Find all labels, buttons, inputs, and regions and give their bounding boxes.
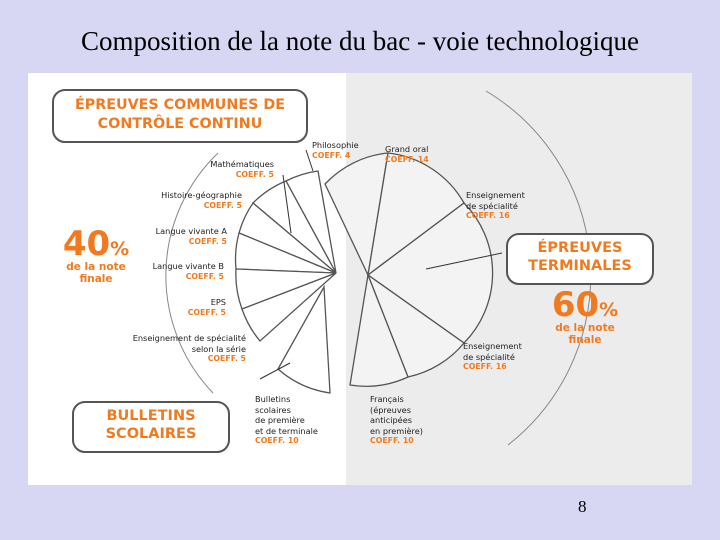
label-name: Français <box>370 394 404 404</box>
epreuves-communes-title: ÉPREUVES COMMUNES DE CONTRÔLE CONTINU <box>74 97 286 132</box>
label-name: EPS <box>210 297 226 307</box>
label-grand-oral <box>385 144 429 165</box>
label-enseignement-specialite-serie <box>108 333 246 365</box>
label-name: Langue vivante B <box>152 261 224 271</box>
continuous-half <box>236 171 336 393</box>
diagram-figure <box>28 73 692 485</box>
label-name: Histoire-géographie <box>161 190 242 200</box>
label-name: de spécialité <box>463 351 515 362</box>
label-coef: COEFF. 5 <box>188 236 227 246</box>
label-name: de spécialité <box>466 200 518 211</box>
label-enseignement-specialite-2 <box>463 341 522 373</box>
page-number: 8 <box>578 497 587 516</box>
label-coef: COEFF. 14 <box>385 154 429 164</box>
label-coef: COEFF. 4 <box>312 150 351 160</box>
label-name: Langue vivante A <box>155 226 227 236</box>
bulletins-scolaires-box <box>72 401 230 453</box>
label-name: et de terminale <box>255 425 318 436</box>
left-percent-caption-2: finale <box>79 273 113 285</box>
label-mathematiques <box>178 159 274 180</box>
label-coef: COEFF. 5 <box>203 200 242 210</box>
left-percent-value: 40 <box>62 224 111 264</box>
right-percent-caption-2: finale <box>568 334 602 346</box>
label-langue-vivante-b <box>128 261 224 282</box>
label-enseignement-specialite-1 <box>466 190 525 222</box>
label-francais <box>370 394 423 447</box>
label-name: Mathématiques <box>210 159 274 169</box>
label-name: de première <box>255 415 305 425</box>
label-name: Bulletins <box>255 394 291 404</box>
label-coef: COEFF. 16 <box>466 211 510 220</box>
label-name: Enseignement <box>463 341 522 351</box>
label-name: Philosophie <box>312 140 359 150</box>
right-percent-symbol: % <box>599 299 619 321</box>
label-coef: COEFF. 10 <box>255 436 299 445</box>
left-percent <box>54 224 138 285</box>
label-name: Enseignement de spécialité <box>132 333 246 343</box>
epreuves-terminales-title-2: TERMINALES <box>528 258 632 274</box>
label-coef: COEFF. 5 <box>235 169 274 179</box>
label-name: Enseignement <box>466 190 525 200</box>
label-coef: COEFF. 10 <box>370 436 414 445</box>
label-name: (épreuves <box>370 404 411 415</box>
label-coef: COEFF. 5 <box>187 307 226 317</box>
label-name: Grand oral <box>385 144 429 154</box>
epreuves-terminales-title-1: ÉPREUVES <box>537 240 623 256</box>
label-name: en première) <box>370 425 423 436</box>
label-bulletins <box>255 394 318 447</box>
label-coef: COEFF. 5 <box>185 271 224 281</box>
label-name: selon la série <box>191 343 246 354</box>
label-name: anticipées <box>370 415 413 425</box>
label-coef: COEFF. 5 <box>207 354 246 363</box>
epreuves-terminales-box <box>506 233 654 285</box>
label-histoire-geographie <box>128 190 242 211</box>
left-percent-symbol: % <box>110 238 130 260</box>
right-percent-caption-1: de la note <box>555 322 615 334</box>
label-langue-vivante-a <box>128 226 227 247</box>
right-percent-value: 60 <box>551 285 600 325</box>
label-coef: COEFF. 16 <box>463 362 507 371</box>
label-philosophie <box>312 140 359 161</box>
label-name: scolaires <box>255 404 291 415</box>
slide-title: Composition de la note du bac - voie technologique <box>81 26 639 56</box>
label-eps <box>128 297 226 318</box>
left-percent-caption-1: de la note <box>66 261 126 273</box>
epreuves-communes-box <box>52 89 308 143</box>
bulletins-scolaires-title-2: SCOLAIRES <box>105 426 197 442</box>
right-percent <box>540 285 630 346</box>
bulletins-scolaires-title-1: BULLETINS <box>106 408 196 424</box>
